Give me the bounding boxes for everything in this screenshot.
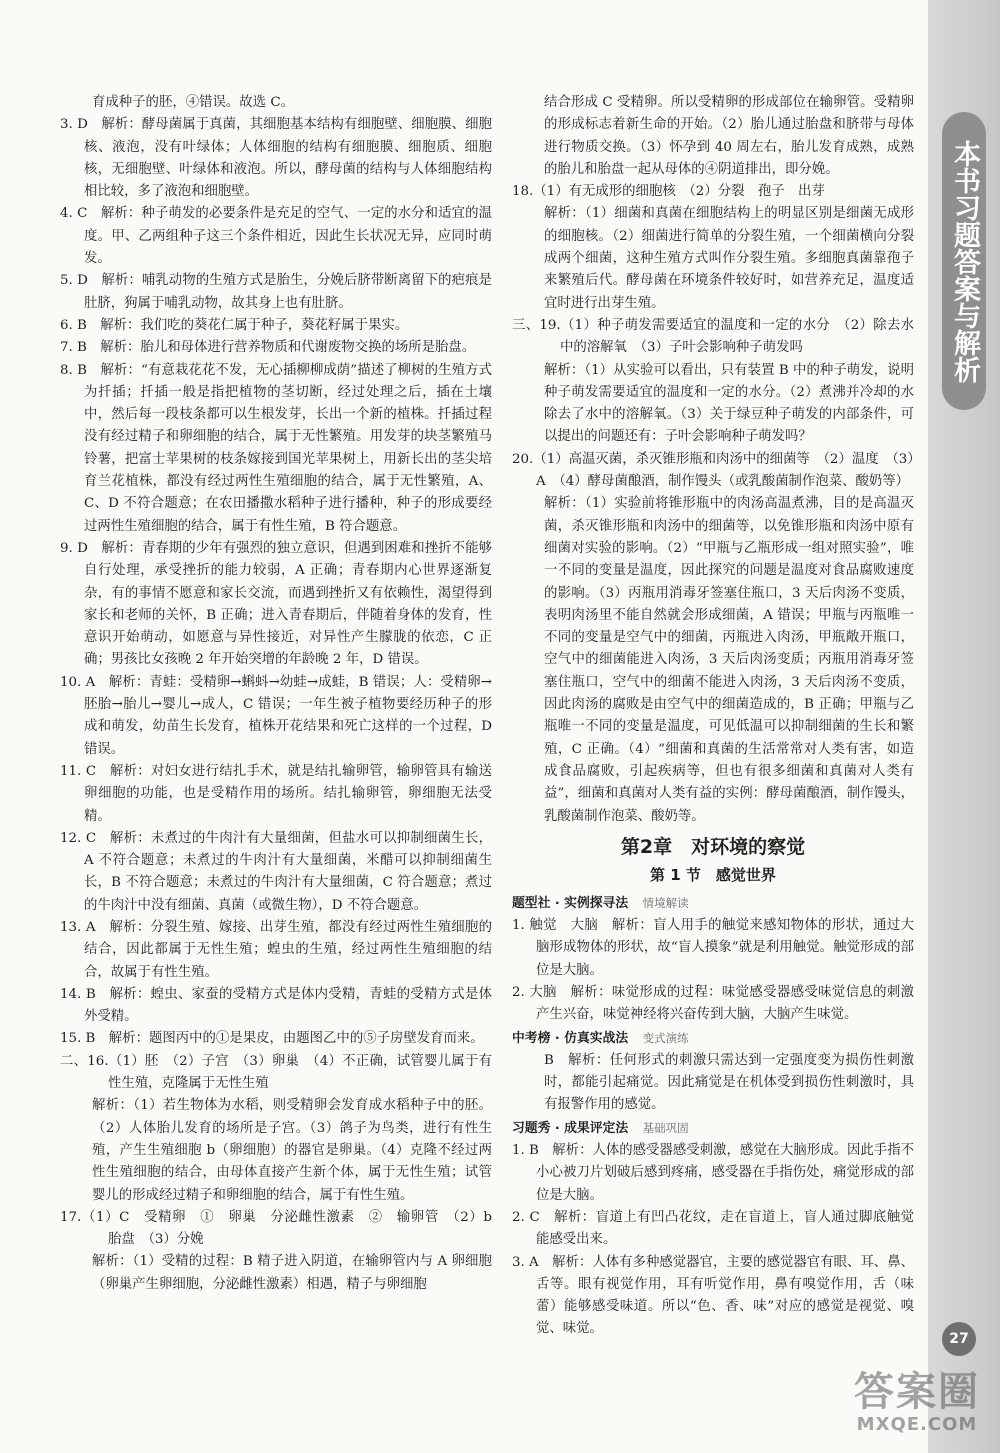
section-tag: 情境解读: [642, 895, 689, 910]
section-header-label: 习题秀 · 成果评定法: [512, 1120, 629, 1136]
left-column: [60, 92, 506, 1296]
section-tag: 变式演练: [642, 1030, 689, 1045]
answer-item: 8. B 解析：“有意栽花花不发，无心插柳柳成荫”描述了柳树的生殖方式为扦插；扦插一般是指把植物的茎切断，经过处理之后，插在土壤中，然后每一段枝条都可以生根发芽，长出一个新的植株。扦插过程没有经过精子和卵细胞的结合，属于无性繁殖。用发芽的块茎繁殖马铃薯，把富士苹果树的枝条嫁接到国光苹果树上，用新长出的茎尖培育兰花植株，都没有经过两性生殖细胞的结合，属于无性繁殖，A、C、D 不符合题意；在农田播撒水稻种子进行播种，种子的形成要经过两性生殖细胞的结合，属于有性生殖，B 符合题意。: [60, 362, 492, 534]
chapter-title: 第2章 对环境的察觉: [620, 835, 806, 858]
answer-item: 10. A 解析：青蛙：受精卵→蝌蚪→幼蛙→成蛙，B 错误；人：受精卵→胚胎→胎儿→婴儿→成人，C 错误；一年生被子植物要经历种子的形成和萌发，幼苗生长发育，植株开花结果和死亡这样的一个过程，D 错误。: [60, 674, 492, 757]
answer-item: 12. C 解析：未煮过的牛肉汁有大量细菌，但盐水可以抑制细菌生长，A 不符合题意；未煮过的牛肉汁有大量细菌，米醋可以抑制细菌生长，B 不符合题意；未煮过的牛肉汁有大量细菌，C 符合题意；煮过的牛肉汁中没有细菌、真菌（或微生物），D 不符合题意。: [60, 830, 492, 913]
explanation: 解析：（1）实验前将锥形瓶中的肉汤高温煮沸，目的是高温灭菌，杀灭锥形瓶和肉汤中的细菌等，以免锥形瓶和肉汤中原有细菌对实验的影响。（2）“甲瓶与乙瓶形成一组对照实验”，唯一不同的变量是温度，因此探究的问题是温度对食品腐败速度的影响。（3）丙瓶用消毒牙签塞住瓶口，3 天后肉汤不变质，表明肉汤里不能自然就会形成细菌，A 错误；甲瓶与丙瓶唯一不同的变量是空气中的细菌，丙瓶进入肉汤，甲瓶敞开瓶口，空气中的细菌能进入肉汤，3 天后肉汤变质；丙瓶用消毒牙签塞住瓶口，空气中的细菌不能进入肉汤，3 天后肉汤不变质，因此肉汤的腐败是由空气中的细菌造成的，B 正确；甲瓶与乙瓶唯一不同的变量是温度，可见低温可以抑制细菌的生长和繁殖，C 正确。（4）“细菌和真菌的生活常常对人类有害，如造成食品腐败，引起疾病等，但也有很多细菌和真菌对人类有益”，细菌和真菌对人类有益的实例：酵母菌酿酒，制作馒头，乳酸菌制作泡菜、酸奶等。: [544, 496, 914, 824]
explanation: 解析：（1）细菌和真菌在细胞结构上的明显区别是细菌无成形的细胞核。（2）细菌进行简单的分裂生殖，一个细菌横向分裂成两个细菌，这种生殖方式叫作分裂生殖。多细胞真菌靠孢子来繁殖后代。酵母菌在环境条件较好时，如营养充足，温度适宜时进行出芽生殖。: [544, 206, 914, 311]
answer-item: 2. 大脑 解析：味觉形成的过程：味觉感受器感受味觉信息的刺激产生兴奋，味觉神经将兴奋传到大脑，大脑产生味觉。: [512, 984, 914, 1023]
answer-item: 20.（1）高温灭菌，杀灭锥形瓶和肉汤中的细菌等 （2）温度 （3）A （4）酵母菌酿酒，制作馒头（或乳酸菌制作泡菜、酸奶等）: [512, 451, 914, 490]
explanation: 解析：（1）受精的过程：B 精子进入阴道，在输卵管内与 A 卵细胞（卵巢产生卵细胞，分泌雌性激素）相遇，精子与卵细胞: [92, 1254, 492, 1292]
answer-item: 5. D 解析：哺乳动物的生殖方式是胎生，分娩后脐带断离留下的疤痕是肚脐，狗属于哺乳动物，故其身上也有肚脐。: [60, 273, 492, 311]
explanation: 解析：（1）从实验可以看出，只有装置 B 中的种子萌发，说明种子萌发需要适宜的温度和一定的水分。（2）煮沸并冷却的水除去了水中的溶解氧。（3）关于绿豆种子萌发的内部条件，可以提出的问题还有：子叶会影响种子萌发吗？: [544, 362, 914, 445]
answer-item: 15. B 解析：题图丙中的①是果皮，由题图乙中的⑤子房壁发育而来。: [60, 1031, 484, 1047]
answer-item: 6. B 解析：我们吃的葵花仁属于种子，葵花籽属于果实。: [60, 317, 409, 333]
answer-item: 二、16.（1）胚 （2）子宫 （3）卵巢 （4）不正确，试管婴儿属于有性生殖，克隆属于无性生殖: [60, 1053, 492, 1092]
section-header-label: 题型社 · 实例探寻法: [512, 895, 629, 911]
watermark: [842, 1370, 992, 1446]
section-title: 第 1 节 感觉世界: [650, 865, 776, 884]
answer-item: 14. B 解析：蝗虫、家蚕的受精方式是体内受精，青蛙的受精方式是体外受精。: [60, 986, 492, 1025]
answer-item: 11. C 解析：对妇女进行结扎手术，就是结扎输卵管，输卵管具有输送卵细胞的功能，也是受精作用的场所。结扎输卵管，卵细胞无法受精。: [60, 763, 492, 824]
section-header: [512, 892, 914, 915]
answer-item: 13. A 解析：分裂生殖、嫁接、出芽生殖，都没有经过两性生殖细胞的结合，因此都属于无性生殖；蝗虫的生殖，经过两性生殖细胞的结合，故属于有性生殖。: [60, 919, 492, 980]
section-header-label: 中考榜 · 仿真实战法: [512, 1030, 629, 1046]
watermark-logo: 答案圈: [854, 1369, 980, 1415]
explanation: 解析：（1）若生物体为水稻，则受精卵会发育成水稻种子中的胚。（2）人体胎儿发育的场所是子宫。（3）鸽子为鸟类，进行有性生殖，产生生殖细胞 b（卵细胞）的器官是卵巢。（4）克隆不经过两性生殖细胞的结合，由母体直接产生新个体，属于无性生殖；试管婴儿的形成经过精子和卵细胞的结合，属于有性生殖。: [92, 1098, 492, 1203]
page-number: 27: [942, 1322, 976, 1356]
answer-item: 3. D 解析：酵母菌属于真菌，其细胞基本结构有细胞壁、细胞膜、细胞核、液泡，没有叶绿体；人体细胞的结构有细胞膜、细胞质、细胞核，无细胞壁、叶绿体和液泡。所以，酵母菌的结构与人体细胞结构相比较，多了液泡和细胞壁。: [60, 117, 492, 200]
right-column: [512, 92, 914, 1341]
answer-item: 7. B 解析：胎儿和母体进行营养物质和代谢废物交换的场所是胎盘。: [60, 340, 476, 356]
answer-item: 1. 触觉 大脑 解析：盲人用手的触觉来感知物体的形状，通过大脑形成物体的形状，故“盲人摸象”就是利用触觉。触觉形成的部位是大脑。: [512, 918, 914, 978]
watermark-url: MXQE.COM: [856, 1414, 978, 1435]
answer-item: 4. C 解析：种子萌发的必要条件是充足的空气、一定的水分和适宜的温度。甲、乙两组种子这三个条件相近，因此生长状况无异，应同时萌发。: [60, 206, 492, 267]
answer-item: B 解析：任何形式的刺激只需达到一定强度变为损伤性刺激时，都能引起痛觉。因此痛觉是在机体受到损伤性刺激时，具有报警作用的感觉。: [544, 1052, 914, 1113]
answer-item: 2. C 解析：盲道上有凹凸花纹，走在盲道上，盲人通过脚底触觉能感受出来。: [512, 1209, 914, 1248]
answer-item: 18.（1）有无成形的细胞核 （2）分裂 孢子 出芽: [512, 184, 825, 200]
answer-item: 育成种子的胚，④错误。故选 C。: [92, 95, 294, 110]
answer-item: 1. B 解析：人体的感受器感受刺激，感觉在大脑形成。因此手指不小心被刀片划破后感到疼痛，感受器在手指伤处，痛觉形成的部位是大脑。: [512, 1143, 914, 1203]
section-tag: 基础巩固: [642, 1120, 689, 1135]
explanation: 结合形成 C 受精卵。所以受精卵的形成部位在输卵管。受精卵的形成标志着新生命的开始。（2）胎儿通过胎盘和脐带与母体进行物质交换。（3）怀孕到 40 周左右，胎儿发育成熟，成熟的胎儿和胎盘一起从母体的④阴道排出，即分娩。: [544, 95, 914, 177]
section-header: [512, 1117, 914, 1140]
side-tab-title: 本书习题答案与解析: [942, 112, 986, 410]
answer-item: 9. D 解析：青春期的少年有强烈的独立意识，但遇到困难和挫折不能够自行处理，承受挫折的能力较弱，A 正确；青春期内心世界逐渐复杂，有的事情不愿意和家长交流，而遇到挫折又有依赖性，渴望得到家长和老师的关怀，B 正确；进入青春期后，伴随着身体的发育，性意识开始萌动，如愿意与异性接近，对异性产生朦胧的依恋，C 正确；男孩比女孩晚 2 年开始突增的年龄晚 2 年，D 错误。: [60, 540, 493, 668]
answer-item: 3. A 解析：人体有多种感觉器官，主要的感觉器官有眼、耳、鼻、舌等。眼有视觉作用，耳有听觉作用，鼻有嗅觉作用，舌（味蕾）能够感受味道。所以“色、香、味”对应的感觉是视觉、嗅觉、味觉。: [512, 1254, 914, 1337]
answer-item: 三、19.（1）种子萌发需要适宜的温度和一定的水分 （2）除去水中的溶解氧 （3）子叶会影响种子萌发吗: [512, 317, 914, 356]
section-header: [512, 1027, 914, 1050]
answer-item: 17.（1）C 受精卵 ① 卵巢 分泌雌性激素 ② 输卵管 （2）b 胎盘 （3）分娩: [60, 1209, 506, 1248]
side-tab: [928, 0, 1000, 1453]
